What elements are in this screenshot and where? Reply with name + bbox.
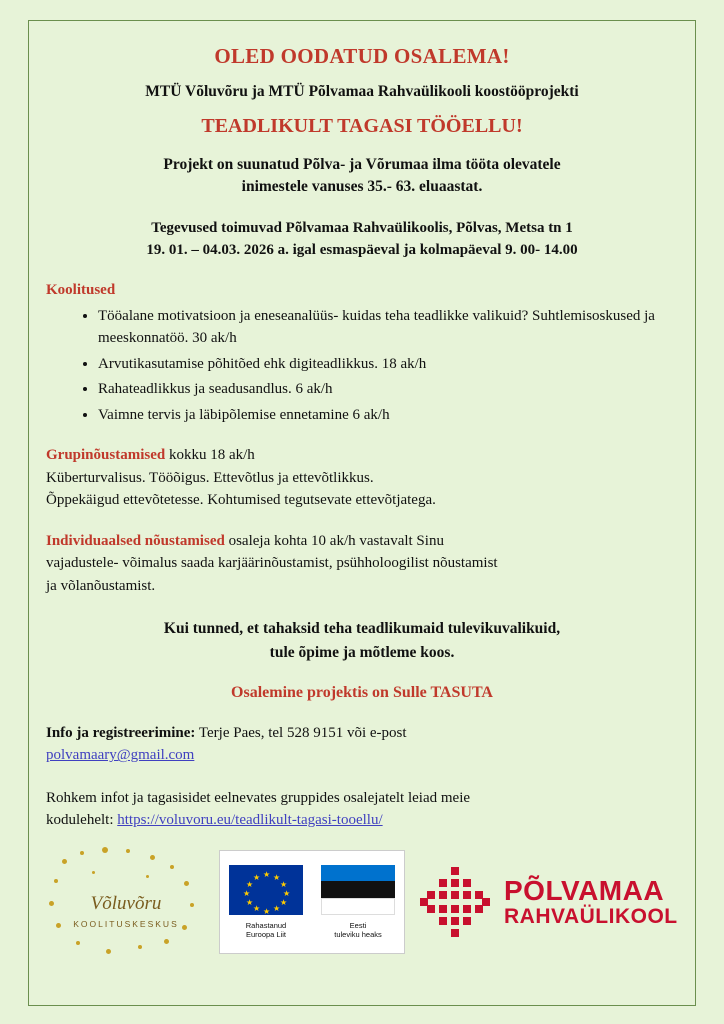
lead-paragraph (46, 154, 678, 199)
individual-counselling-hours: osaleja kohta 10 ak/h vastavalt Sinu (224, 532, 444, 549)
polvamaa-emblem-icon (418, 865, 492, 939)
more-info-line-2 (46, 809, 678, 832)
polvamaa-line-1: PÕLVAMAA (504, 875, 665, 907)
eu-caption-line-1: Rahastanud (245, 920, 287, 930)
contact-details: Terje Paes, tel 528 9151 või e-post (195, 724, 407, 741)
voluvoru-name: Võluvõru (90, 892, 162, 914)
callout-line-2: tule õpime ja mõtleme koos. (269, 643, 455, 661)
individual-counselling-headline (46, 530, 678, 553)
callout-block (46, 617, 678, 664)
individual-counselling-heading: Individuaalsed nõustamised (46, 532, 225, 549)
organizers-line: MTÜ Võluvõru ja MTÜ Põlvamaa Rahvaülikooli koostööprojekti (145, 83, 579, 100)
contact-line (46, 722, 678, 745)
more-info-block (46, 787, 678, 832)
eu-flag-icon: ★ ★ ★ ★ ★ ★ ★ ★ ★ ★ ★ ★ (229, 865, 303, 915)
polvamaa-line-2: RAHVAÜLIKOOL (504, 904, 678, 928)
project-title: TEADLIKULT TAGASI TÖÖELLU! (201, 115, 523, 137)
individual-counselling-block (46, 530, 678, 598)
eu-funding-logo (219, 850, 405, 954)
more-info-prefix: kodulehelt: (46, 812, 118, 829)
group-counselling-headline (46, 444, 678, 467)
schedule-dates: 19. 01. – 04.03. 2026 a. igal esmaspäeval ja kolmapäeval 9. 00- 14.00 (146, 242, 578, 259)
contact-block (46, 722, 678, 767)
group-counselling-heading: Grupinõustamised (46, 447, 166, 464)
schedule-location: Tegevused toimuvad Põlvamaa Rahvaülikoolis, Põlvas, Metsa tn 1 (151, 219, 573, 236)
free-participation-note: Osalemine projektis on Sulle TASUTA (231, 683, 493, 701)
voluvoru-subtitle: KOOLITUSKESKUS (73, 918, 179, 929)
courses-heading: Koolitused (46, 281, 116, 298)
polvamaa-logo (418, 865, 678, 939)
group-counselling-line-2: Õppekäigud ettevõtetesse. Kohtumised tegutsevate ettevõtjatega. (46, 492, 436, 509)
contact-email-link[interactable]: polvamaary@gmail.com (46, 747, 195, 764)
eu-flag-block (220, 865, 312, 940)
estonia-caption-line-1: Eesti (349, 920, 367, 930)
estonia-flag-block (312, 865, 404, 940)
list-item: • Rahateadlikkus ja seadusandlus. 6 ak/h (98, 378, 678, 401)
website-link[interactable]: https://voluvoru.eu/teadlikult-tagasi-tooellu/ (117, 812, 383, 829)
callout-line-1: Kui tunned, et tahaksid teha teadlikumaid tulevikuvalikuid, (163, 620, 561, 638)
list-item: • Tööalane motivatsioon ja eneseanalüüs- kuidas teha teadlikke valikuid? Suhtlemisoskused ja meeskonnatöö. 30 ak/h (98, 305, 678, 350)
group-counselling-line-1: Küberturvalisus. Tööõigus. Ettevõtlus ja ettevõtlikkus. (46, 469, 374, 486)
list-item: • Arvutikasutamise põhitõed ehk digiteadlikkus. 18 ak/h (98, 353, 678, 376)
logo-row (46, 842, 678, 962)
eu-caption-line-2: Euroopa Liit (245, 930, 287, 939)
estonia-caption-line-2: tuleviku heaks (334, 930, 382, 939)
lead-line-1: Projekt on suunatud Põlva- ja Võrumaa ilma tööta olevatele (163, 156, 561, 173)
schedule-block (46, 217, 678, 262)
voluvoru-logo (46, 845, 206, 960)
polvamaa-wordmark (504, 877, 678, 927)
contact-label: Info ja registreerimine: (46, 724, 196, 741)
group-counselling-block (46, 444, 678, 512)
more-info-line-1: Rohkem infot ja tagasisidet eelnevates gruppides osalejatelt leiad meie (46, 789, 471, 806)
group-counselling-hours: kokku 18 ak/h (165, 447, 255, 464)
individual-counselling-line-3: ja võlanõustamist. (46, 577, 156, 594)
list-item: • Vaimne tervis ja läbipõlemise ennetamine 6 ak/h (98, 404, 678, 427)
lead-line-2: inimestele vanuses 35.- 63. eluaastat. (241, 178, 483, 196)
individual-counselling-line-2: vajadustele- võimalus saada karjäärinõustamist, psühholoogilist nõustamist (46, 555, 498, 572)
courses-list (46, 305, 678, 427)
estonia-flag-icon (321, 865, 395, 915)
headline: OLED OODATUD OSALEMA! (214, 44, 510, 68)
